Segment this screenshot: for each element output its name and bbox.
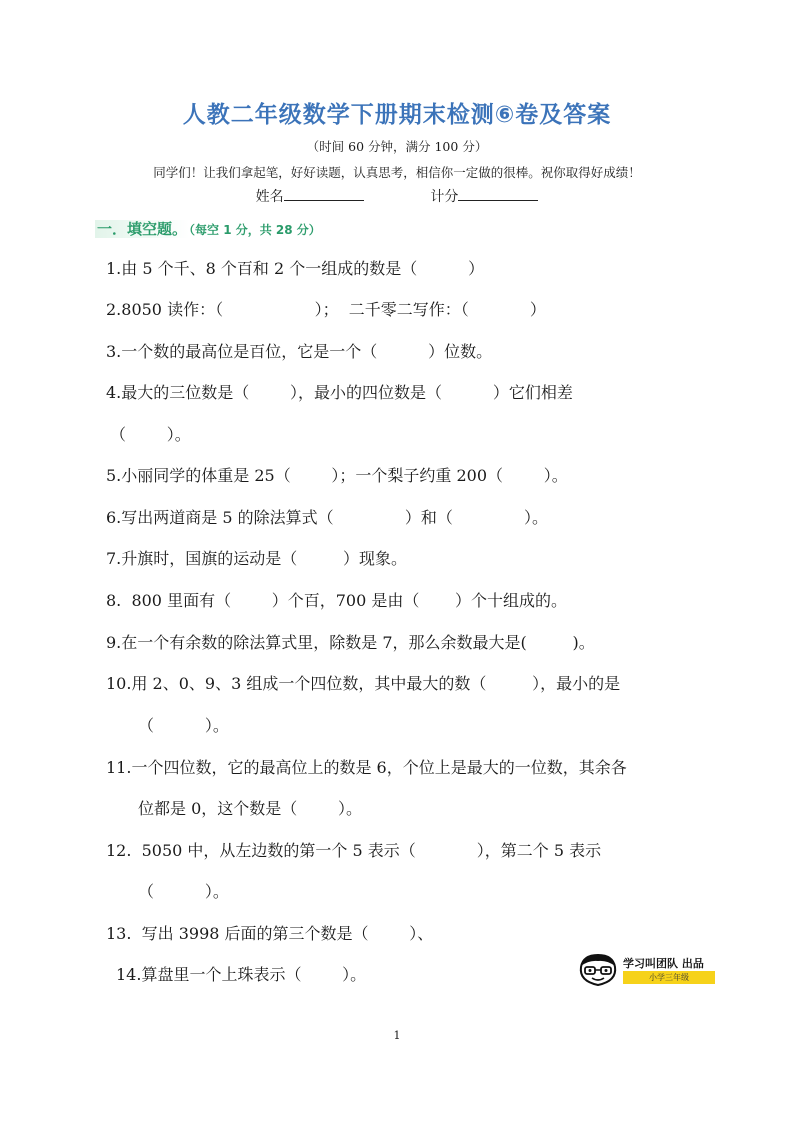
question-12-continued: （ ）。: [138, 882, 229, 901]
name-label: 姓名: [255, 189, 284, 205]
section-score-note: （每空 1 分，共 28 分）: [189, 223, 321, 237]
cartoon-face-icon: [577, 953, 619, 987]
page-number: 1: [393, 1029, 401, 1042]
question-11-continued: 位都是 0，这个数是（ ）。: [138, 799, 362, 818]
question-4-continued: （ ）。: [110, 425, 191, 444]
question-11: 11.一个四位数，它的最高位上的数是 6，个位上是最大的一位数，其余各: [106, 758, 627, 777]
question-14: 14.算盘里一个上珠表示（ ）。: [116, 965, 367, 984]
name-blank: [284, 186, 364, 201]
question-3: 3.一个数的最高位是百位，它是一个（ ）位数。: [106, 342, 493, 361]
question-9: 9.在一个有余数的除法算式里，除数是 7，那么余数最大是( )。: [106, 633, 595, 652]
question-10-continued: （ ）。: [138, 716, 229, 735]
score-blank: [458, 186, 538, 201]
score-label: 计分: [430, 189, 459, 205]
question-5: 5.小丽同学的体重是 25（ ）；一个梨子约重 200（ ）。: [106, 466, 568, 485]
question-7: 7.升旗时，国旗的运动是（ ）现象。: [106, 549, 408, 568]
document-title: 人教二年级数学下册期末检测⑥卷及答案: [182, 102, 612, 128]
intro-text: 同学们！让我们拿起笔，好好读题，认真思考，相信你一定做的很棒。祝你取得好成绩！: [153, 165, 641, 180]
logo-subtitle: 小学三年级: [623, 971, 715, 984]
question-10: 10.用 2、0、9、3 组成一个四位数，其中最大的数（ ），最小的是: [106, 674, 621, 693]
question-12: 12. 5050 中，从左边数的第一个 5 表示（ ），第二个 5 表示: [106, 841, 602, 860]
section-heading: [95, 218, 321, 239]
question-2: 2.8050 读作：（ ）； 二千零二写作：（ ）: [106, 300, 546, 319]
question-4: 4.最大的三位数是（ ），最小的四位数是（ ）它们相差: [106, 383, 573, 402]
exam-time-note: （时间 60 分钟，满分 100 分）: [306, 139, 488, 154]
logo-title: 学习叫团队 出品: [623, 957, 704, 970]
section-title: 一．填空题。: [97, 220, 188, 238]
question-6: 6.写出两道商是 5 的除法算式（ ）和（ ）。: [106, 508, 549, 527]
question-13: 13. 写出 3998 后面的第三个数是（ ）、: [106, 924, 434, 943]
name-score-bar: [0, 186, 794, 206]
question-1: 1.由 5 个千、8 个百和 2 个一组成的数是（ ）: [106, 259, 485, 278]
publisher-logo: [577, 953, 717, 987]
question-8: 8. 800 里面有（ ）个百，700 是由（ ）个十组成的。: [106, 591, 567, 610]
